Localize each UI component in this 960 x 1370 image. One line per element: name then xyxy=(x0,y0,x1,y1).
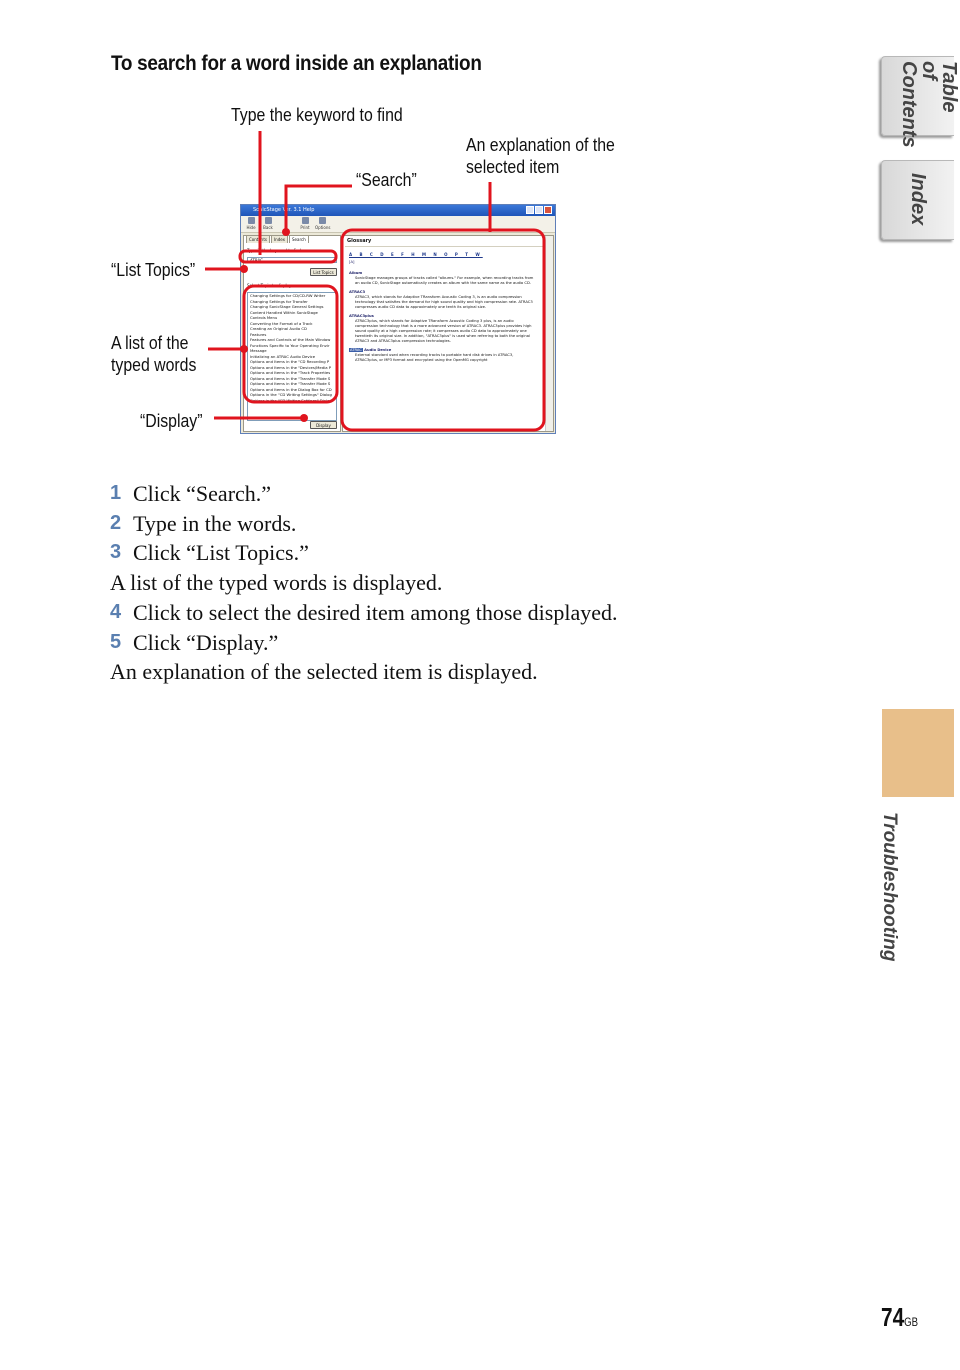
list-topics-dot xyxy=(240,265,248,273)
step-list xyxy=(110,479,618,687)
topic-item: Options and Items in the "Transfer Mode S xyxy=(250,381,331,386)
toc-label-line2: Contents xyxy=(898,61,920,148)
step-item xyxy=(110,509,618,539)
callout-list-topics: “List Topics” xyxy=(111,260,196,280)
toolbar-back-label: Back xyxy=(263,225,273,230)
list-topics-button: List Topics xyxy=(310,268,337,276)
index-label: Index xyxy=(907,173,929,226)
toc-label-line1: Table of xyxy=(918,61,960,113)
atrac3plus-title: ATRAC3plus xyxy=(349,314,374,318)
tab-table-of-contents[interactable] xyxy=(881,56,960,148)
tab-index-link[interactable] xyxy=(881,160,954,240)
step-text: Click “Search.” xyxy=(133,481,272,506)
topic-item: Initializing an ATRAC Audio Device xyxy=(250,353,316,359)
topic-item: Controls Menu xyxy=(250,315,278,320)
topic-item: Options in the "CD Writing Settings" Dialog xyxy=(250,392,332,397)
step-text: Click “List Topics.” xyxy=(133,540,309,566)
atrac3plus-text: ATRAC3plus, which stands for Adaptive TRansform Acoustic Coding 3 plus, is an audio compression technology that is a more advanced version of ATRAC3. ATRAC3plus provides high sound quality at a high compression rate; it compresses audio CD data to approximately one twentieth its original size. In addition, "ATRAC3plus" is used when referring to both the original ATRAC3 and ATRAC3plus compression technologies. xyxy=(355,319,532,343)
step-item xyxy=(110,479,618,509)
step-text: Type in the words. xyxy=(133,510,297,536)
topic-item: Features and Controls of the Main Window xyxy=(250,337,331,342)
page-number-suffix: GB xyxy=(904,1315,919,1329)
step-number: 4 xyxy=(110,600,122,623)
callout-typed-words-line1: A list of the xyxy=(111,333,189,353)
step-number: 2 xyxy=(110,511,122,534)
section-heading: To search for a word inside an explanation xyxy=(111,52,482,75)
topic-item: Converting the Format of a Track xyxy=(250,320,313,326)
topic-item: Creating an Original Audio CD xyxy=(250,326,307,331)
callout-search: “Search” xyxy=(356,170,417,190)
step-result: A list of the typed words is displayed. xyxy=(110,570,443,596)
step-number: 3 xyxy=(110,541,122,564)
tab-index: Index xyxy=(271,235,288,243)
step-number: 5 xyxy=(110,630,122,653)
step-text: Click to select the desired item among those displayed. xyxy=(133,599,618,625)
topic-item: Options and Items in the Dialog Box for CD xyxy=(250,386,332,392)
step-number: 1 xyxy=(110,482,122,504)
callout-typed-words-line2: typed words xyxy=(111,355,197,375)
typed-words-dot xyxy=(240,345,248,353)
audio-device-text: External standard used when recording tracks to portable hard disk drives in ATRAC3, ATRAC3plus, or MP3 format and encrypted using the OpenMG copyright xyxy=(355,353,514,362)
audio-device-badge: ATRAC xyxy=(350,348,362,352)
troubleshooting-label: Troubleshooting xyxy=(879,812,900,962)
callout-explanation-line1: An explanation of the xyxy=(466,135,615,155)
keyword-highlight xyxy=(240,251,336,262)
display-dot xyxy=(300,414,308,422)
atrac3-title: ATRAC3 xyxy=(349,290,366,294)
glossary-title: Glossary xyxy=(347,238,372,244)
callout-type-keyword: Type the keyword to find xyxy=(231,105,403,125)
page-number xyxy=(881,1302,918,1333)
topic-item: Options in the "CD Writing Settings" Dialo xyxy=(250,397,330,403)
tab-contents: Contents xyxy=(246,235,270,243)
toolbar-hide-label: Hide xyxy=(246,225,256,230)
section-a: [A] xyxy=(349,260,355,264)
topic-item: Content Handled Within SonicStage xyxy=(250,309,318,315)
toolbar-options-label: Options xyxy=(315,225,331,230)
album-text: SonicStage manages groups of tracks called "albums." For example, when recording tracks from an audio CD, SonicStage automatically creates an album with the same name as the audio CD. xyxy=(355,276,534,285)
letter-index: A B C D E F H M N O P T W xyxy=(349,252,483,257)
step-item xyxy=(110,598,618,628)
toolbar-print-label: Print xyxy=(300,225,310,230)
topic-list-highlight xyxy=(244,286,337,402)
search-leader-line xyxy=(286,186,352,232)
topic-item: Options and Items in the "CD Recording P xyxy=(250,359,330,364)
album-title: Album xyxy=(349,271,363,275)
keyword-label: Type in the keyword to find: xyxy=(247,248,303,253)
keyword-input: ATRAC xyxy=(247,257,337,263)
search-dot xyxy=(282,228,290,236)
step-text: Click “Display.” xyxy=(133,629,279,655)
topic-item: Functions Specific to Your Operating Envir xyxy=(250,342,330,348)
topic-item: Changing Settings for Transfer xyxy=(250,298,308,304)
explanation-highlight xyxy=(342,230,544,430)
topic-item: Message xyxy=(250,348,267,353)
select-topic-label: Select Topic to display: xyxy=(247,283,293,288)
tab-search: Search xyxy=(289,235,309,243)
topic-item: Options and Items in the "Devices/Media P xyxy=(250,364,332,370)
atrac3-text: ATRAC3, which stands for Adaptive TRansform Acoustic Coding 3, is an audio compression technology that satisfies the demand for high sound quality and high compression rate. ATRAC3 compresses audio CD data to approximately one tenth its original size. xyxy=(355,295,533,309)
page-number-value: 74 xyxy=(881,1302,905,1332)
topic-item: Options and Items in the "Transfer Mode S xyxy=(250,375,331,381)
topic-item: Features xyxy=(250,331,267,337)
topic-item: Changing Settings for CD/CD-RW Writer xyxy=(250,293,326,298)
callout-explanation-line2: selected item xyxy=(466,157,560,177)
topic-item: Options and Items in the "Track Properties xyxy=(250,370,331,375)
help-window-title: SonicStage Ver. 3.1 Help xyxy=(253,207,315,213)
callout-display: “Display” xyxy=(140,411,203,431)
step-item xyxy=(110,538,618,568)
topic-item: Changing SonicStage General Settings xyxy=(250,304,324,309)
audio-device-title: Audio Device xyxy=(364,348,392,352)
step-item xyxy=(110,628,618,658)
display-button: Display xyxy=(310,421,337,429)
troubleshooting-marker xyxy=(882,709,954,797)
step-result: An explanation of the selected item is displayed. xyxy=(110,659,538,685)
